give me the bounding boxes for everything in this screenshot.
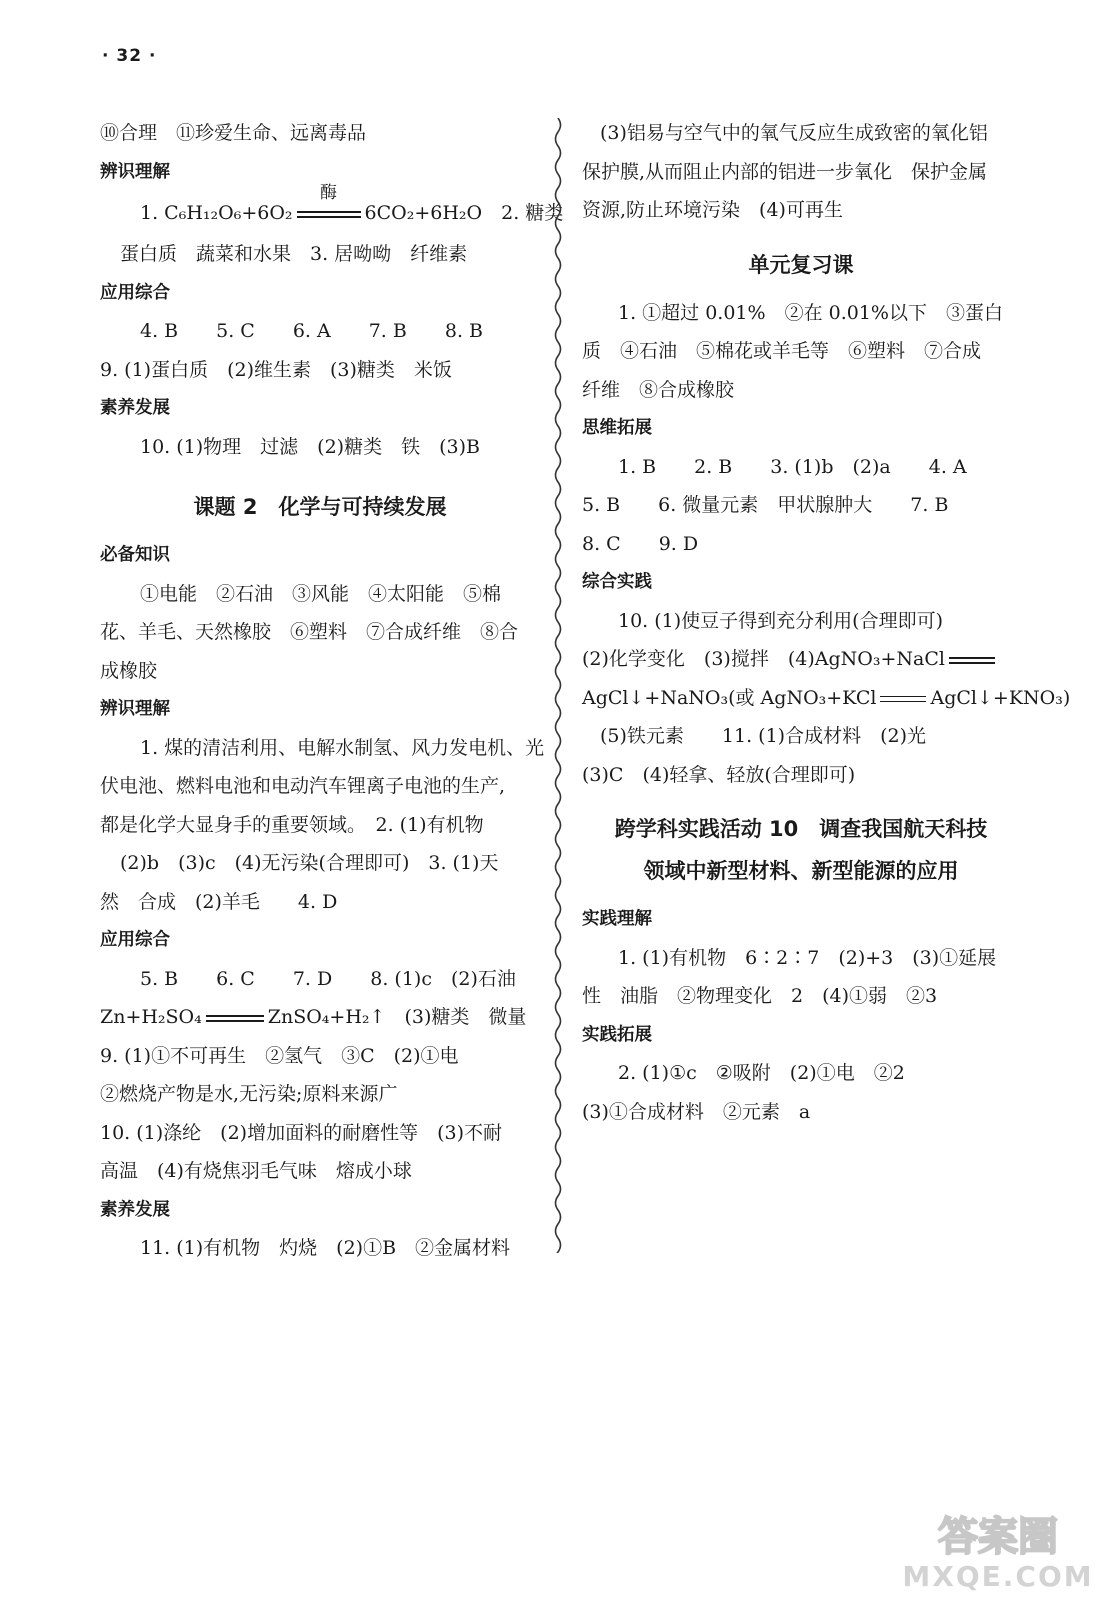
section-heading: 必备知识: [100, 545, 170, 565]
equation-products: ZnSO₄+H₂↑ (3)糖类 微量: [267, 1006, 527, 1028]
text-line: 9. (1)蛋白质 (2)维生素 (3)糖类 米饭: [100, 358, 452, 381]
text-line: 伏电池、燃料电池和电动汽车锂离子电池的生产,: [100, 775, 506, 797]
text-line: (5)铁元素 11. (1)合成材料 (2)光: [600, 725, 926, 747]
equals-sign: [880, 694, 926, 704]
text-line: 4. B 5. C 6. A 7. B 8. B: [140, 320, 483, 342]
section-title: 单元复习课: [748, 252, 854, 277]
text-line: 1. 煤的清洁利用、电解水制氢、风力发电机、光: [140, 736, 545, 759]
text-line: 高温 (4)有烧焦羽毛气味 熔成小球: [100, 1160, 412, 1182]
left-column: [100, 114, 564, 1268]
text-line: 性 油脂 ②物理变化 2 (4)①弱 ②3: [582, 985, 938, 1007]
text-line: (2)b (3)c (4)无污染(合理即可) 3. (1)天: [120, 852, 499, 874]
text-line: ②燃烧产物是水,无污染;原料来源广: [100, 1083, 398, 1105]
text-line: 保护膜,从而阻止内部的铝进一步氧化 保护金属: [582, 160, 988, 183]
equation-products: AgCl↓+KNO₃): [930, 686, 1071, 709]
text-line: 蛋白质 蔬菜和水果 3. 居呦呦 纤维素: [120, 243, 468, 265]
catalyst-label: 酶: [320, 183, 338, 203]
equals-sign: [949, 655, 995, 665]
equation-line: [100, 998, 540, 1037]
section-title: 课题 2 化学与可持续发展: [193, 495, 447, 519]
equals-sign: [206, 1013, 264, 1023]
equation-line: [582, 640, 1020, 679]
equation-reactants: Zn+H₂SO₄: [100, 1006, 202, 1028]
section-heading: 应用综合: [100, 930, 170, 950]
equation-products: 6CO₂+6H₂O 2. 糖类: [364, 202, 564, 224]
text-line: 质 ④石油 ⑤棉花或羊毛等 ⑥塑料 ⑦合成: [582, 340, 982, 362]
text-line: 资源,防止环境污染 (4)可再生: [582, 199, 843, 221]
right-column: [582, 114, 1071, 1131]
section-heading: 辨识理解: [100, 699, 170, 719]
column-divider: [552, 118, 564, 1253]
text-line: 10. (1)涤纶 (2)增加面料的耐磨性等 (3)不耐: [100, 1121, 502, 1144]
reaction-arrow: [297, 183, 361, 229]
section-heading: 综合实践: [582, 572, 652, 592]
text-line: ①电能 ②石油 ③风能 ④太阳能 ⑤棉: [140, 582, 502, 605]
equation-text: AgCl↓+NaNO₃(或 AgNO₃+KCl: [582, 686, 877, 709]
text-line: (3)①合成材料 ②元素 a: [582, 1100, 811, 1123]
text-line: 花、羊毛、天然橡胶 ⑥塑料 ⑦合成纤维 ⑧合: [100, 621, 519, 643]
watermark-logo: [900, 1504, 1096, 1592]
section-title: 领域中新型材料、新型能源的应用: [643, 859, 959, 883]
text-line: 1. ①超过 0.01% ②在 0.01%以下 ③蛋白: [618, 301, 1003, 324]
equation-reactants: 1. C₆H₁₂O₆+6O₂: [140, 202, 293, 224]
text-line: (3)C (4)轻拿、轻放(合理即可): [582, 763, 856, 786]
text-line: 5. B 6. 微量元素 甲状腺肿大 7. B: [582, 494, 949, 516]
text-line: 纤维 ⑧合成橡胶: [582, 378, 735, 401]
text-line: 11. (1)有机物 灼烧 (2)①B ②金属材料: [140, 1237, 511, 1259]
watermark-url: MXQE.COM: [902, 1560, 1094, 1592]
section-heading: 素养发展: [100, 398, 170, 418]
section-heading: 实践拓展: [582, 1024, 652, 1045]
equation-reactants: (2)化学变化 (3)搅拌 (4)AgNO₃+NaCl: [582, 648, 945, 670]
text-line: ⑩合理 ⑪珍爱生命、远离毒品: [100, 122, 367, 144]
text-line: 1. (1)有机物 6∶2∶7 (2)+3 (3)①延展: [618, 946, 997, 969]
watermark-brand: 答案圈: [938, 1514, 1058, 1560]
text-line: 1. B 2. B 3. (1)b (2)a 4. A: [618, 455, 967, 478]
section-heading: 思维拓展: [582, 418, 652, 438]
text-line: 10. (1)使豆子得到充分利用(合理即可): [618, 609, 943, 632]
text-line: (3)铝易与空气中的氧气反应生成致密的氧化铝: [600, 122, 988, 144]
text-line: 8. C 9. D: [582, 532, 699, 555]
text-line: 成橡胶: [100, 659, 158, 682]
text-line: 10. (1)物理 过滤 (2)糖类 铁 (3)B: [140, 435, 480, 458]
page-number: · 32 ·: [102, 46, 157, 66]
text-line: 都是化学大显身手的重要领域。 2. (1)有机物: [100, 813, 484, 836]
text-line: 9. (1)①不可再生 ②氢气 ③C (2)①电: [100, 1044, 459, 1067]
text-line: 5. B 6. C 7. D 8. (1)c (2)石油: [140, 967, 516, 990]
equation-line: [100, 183, 564, 235]
section-heading: 辨识理解: [100, 161, 170, 182]
section-heading: 素养发展: [100, 1199, 170, 1220]
section-heading: 实践理解: [582, 909, 652, 929]
text-line: 2. (1)①c ②吸附 (2)①电 ②2: [618, 1062, 905, 1084]
text-line: 然 合成 (2)羊毛 4. D: [100, 890, 338, 913]
section-heading: 应用综合: [100, 282, 170, 303]
section-title: 跨学科实践活动 10 调查我国航天科技: [614, 817, 988, 841]
equation-line: [582, 679, 1071, 718]
